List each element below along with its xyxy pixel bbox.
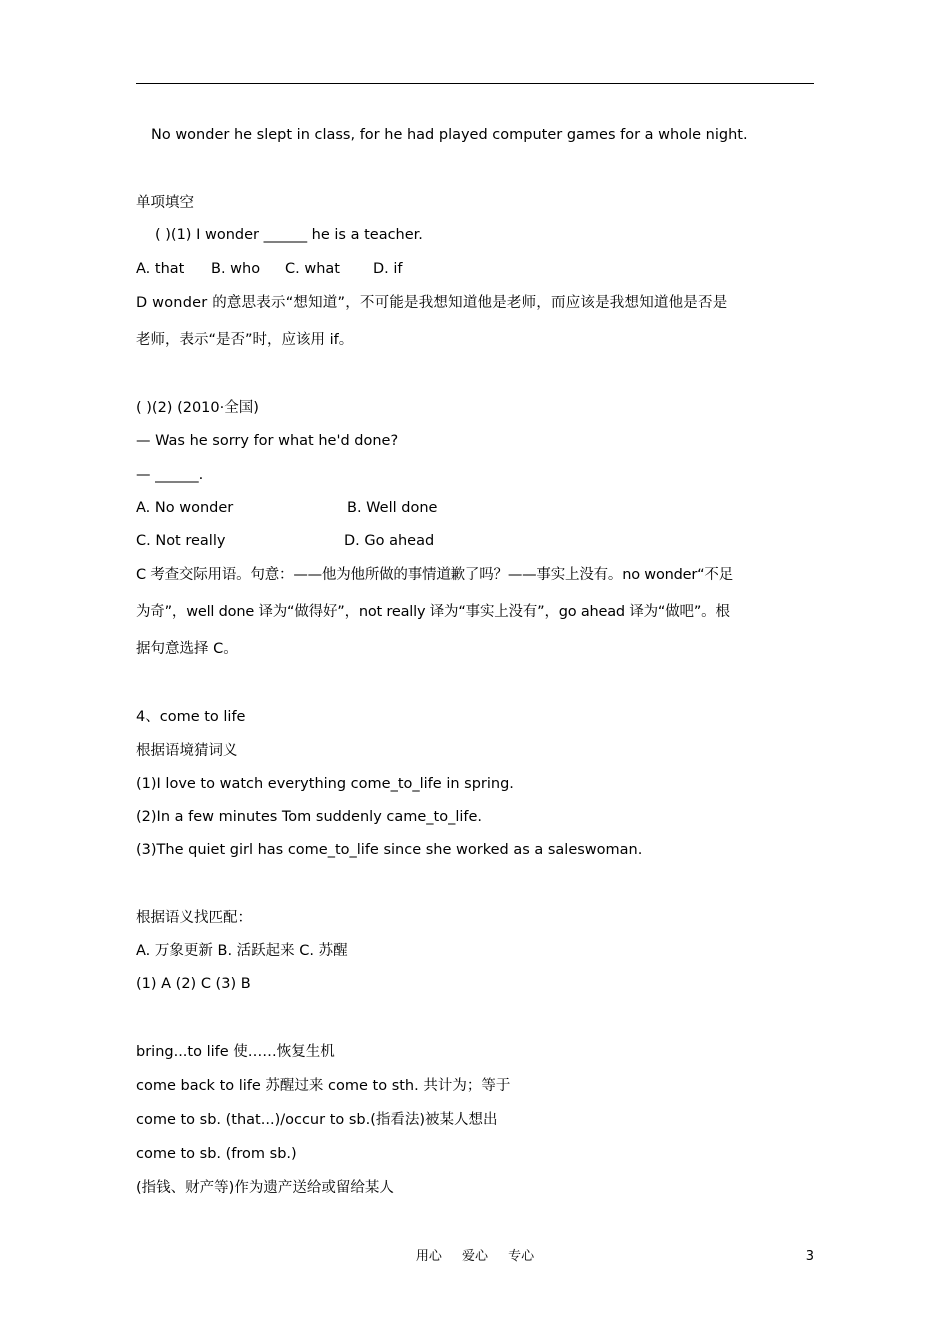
guess-title: 根据语境猜词义 xyxy=(136,743,238,759)
footer-word-1: 用心 xyxy=(415,1249,442,1264)
section-title: 单项填空 xyxy=(136,195,194,211)
match-title: 根据语义找匹配： xyxy=(136,910,252,926)
phrase-4: come to sb. (from sb.) xyxy=(136,1146,297,1162)
footer-word-2: 爱心 xyxy=(461,1249,488,1264)
q1-stem: ( )(1) I wonder ______ he is a teacher. xyxy=(155,227,423,243)
q2-option-b: B. Well done xyxy=(347,500,438,516)
q2-explanation-line1: C 考查交际用语。句意：——他为他所做的事情道歉了吗？——事实上没有。no wonder“不足 xyxy=(136,567,734,583)
q1-option-d: D. if xyxy=(373,261,403,277)
guess-sentence-2: (2)In a few minutes Tom suddenly came_to_life. xyxy=(136,809,483,825)
q2-option-c: C. Not really xyxy=(136,533,226,549)
q2-stem: ( )(2) (2010·全国) xyxy=(136,400,259,416)
footer-word-3: 专心 xyxy=(508,1249,535,1264)
item4-heading: 4、come to life xyxy=(136,709,246,725)
header-rule xyxy=(136,83,814,84)
guess-sentence-3: (3)The quiet girl has come_to_life since she worked as a saleswoman. xyxy=(136,842,643,858)
q1-explanation-line2: 老师，表示“是否”时，应该用 if。 xyxy=(136,332,354,348)
q2-explanation-line3: 据句意选择 C。 xyxy=(136,641,238,657)
q1-option-a: A. that xyxy=(136,261,185,277)
example-sentence: No wonder he slept in class, for he had played computer games for a whole night. xyxy=(151,127,748,143)
guess-sentence-1: (1)I love to watch everything come_to_life in spring. xyxy=(136,776,514,792)
match-answers: (1) A (2) C (3) B xyxy=(136,976,251,992)
q2-option-a: A. No wonder xyxy=(136,500,234,516)
q2-dialog-question: — Was he sorry for what he'd done? xyxy=(136,433,399,449)
phrase-2: come back to life 苏醒过来 come to sth. 共计为；等于 xyxy=(136,1078,511,1094)
q1-option-b: B. who xyxy=(211,261,261,277)
q2-option-d: D. Go ahead xyxy=(344,533,435,549)
q1-option-c: C. what xyxy=(285,261,340,277)
q2-explanation-line2: 为奇”，well done 译为“做得好”，not really 译为“事实上没有”，go ahead 译为“做吧”。根 xyxy=(136,604,730,620)
match-options: A. 万象更新 B. 活跃起来 C. 苏醒 xyxy=(136,943,348,959)
phrase-5: (指钱、财产等)作为遗产送给或留给某人 xyxy=(136,1180,394,1196)
phrase-1: bring...to life 使……恢复生机 xyxy=(136,1044,335,1060)
q1-explanation-line1: D wonder 的意思表示“想知道”，不可能是我想知道他是老师，而应该是我想知道他是否是 xyxy=(136,295,728,311)
phrase-3: come to sb. (that...)/occur to sb.(指看法)被某人想出 xyxy=(136,1112,498,1128)
q2-dialog-answer: — ______. xyxy=(136,467,204,483)
page-number: 3 xyxy=(805,1249,814,1264)
